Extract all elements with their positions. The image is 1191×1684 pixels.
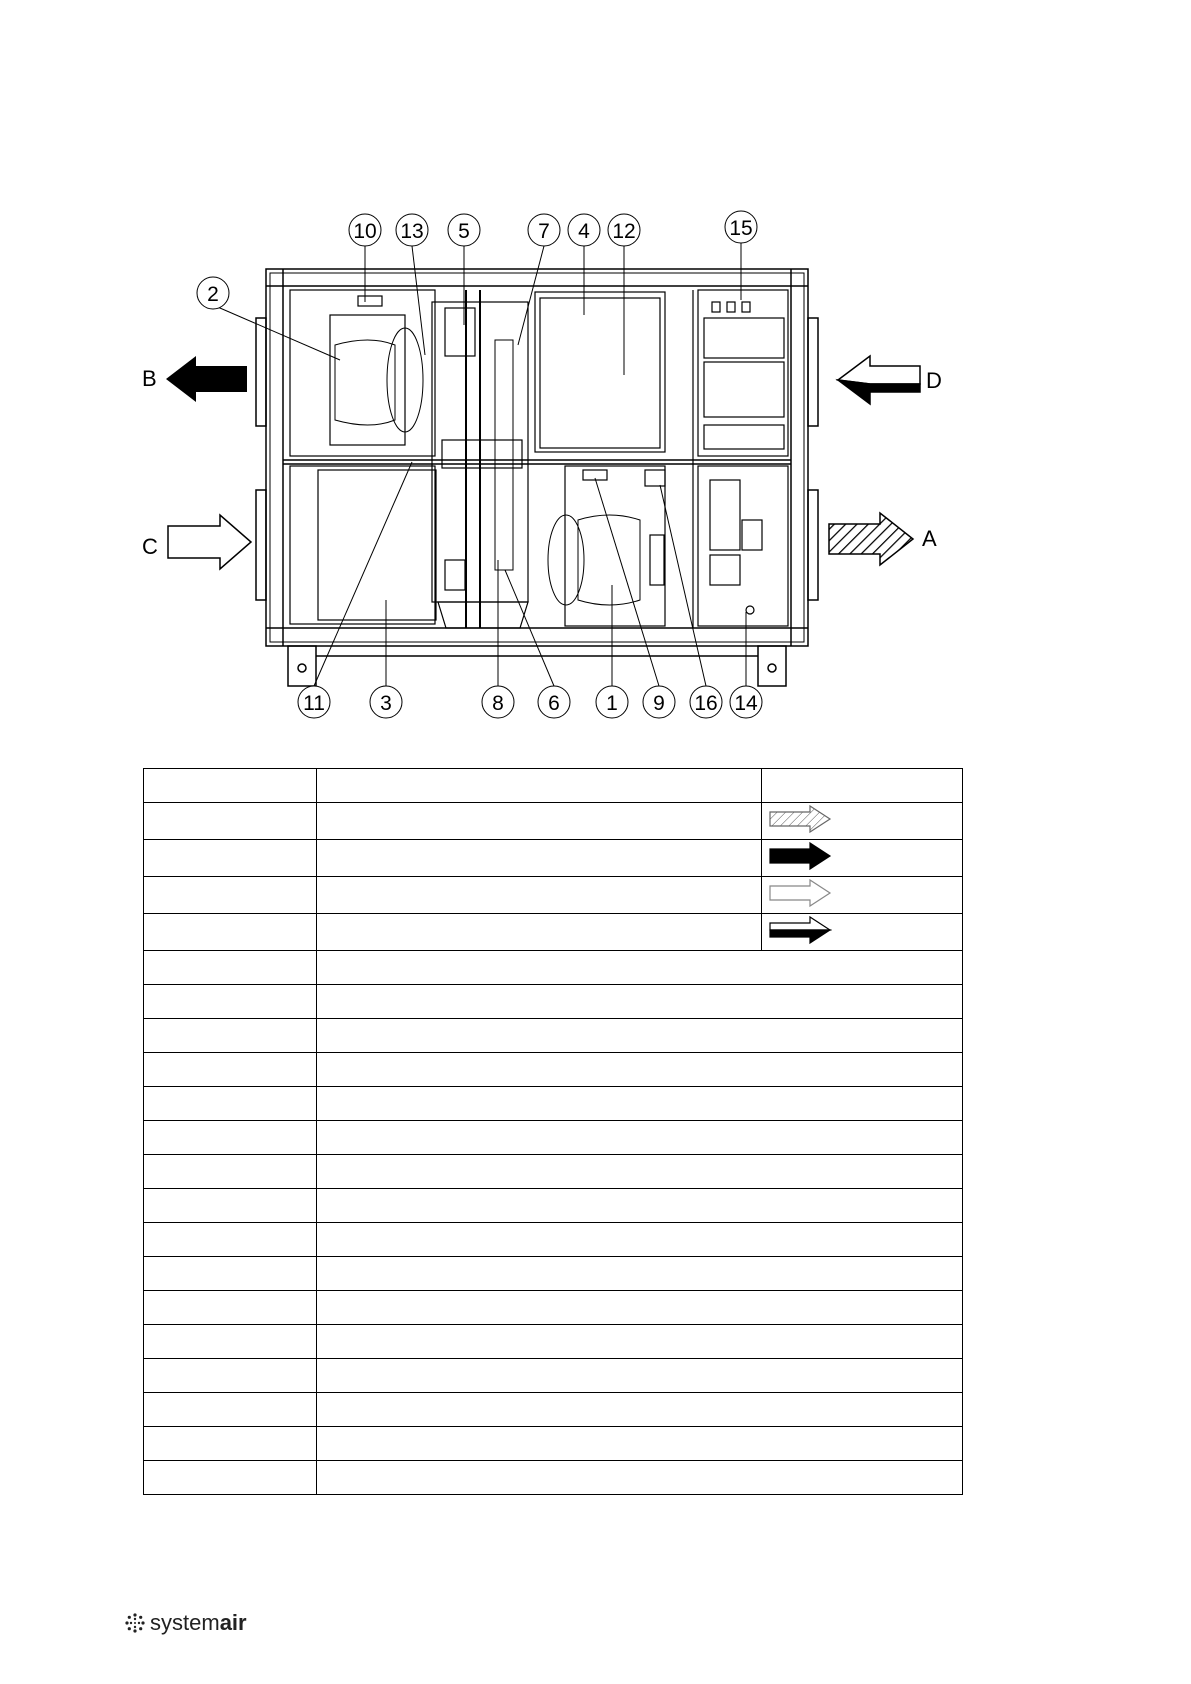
legend-table <box>143 768 963 1495</box>
svg-text:1: 1 <box>606 692 618 715</box>
legend-code <box>144 840 317 877</box>
legend-code <box>144 1291 317 1325</box>
callout-8 <box>482 686 514 718</box>
legend-header-description <box>317 769 762 803</box>
svg-text:2: 2 <box>207 283 219 306</box>
callout-3 <box>370 686 402 718</box>
callout-16 <box>690 686 722 718</box>
callout-9 <box>643 686 675 718</box>
legend-row <box>144 1427 963 1461</box>
legend-code <box>144 1189 317 1223</box>
legend-description <box>317 1019 963 1053</box>
legend-description <box>317 951 963 985</box>
legend-description <box>317 1257 963 1291</box>
side-label-c: C <box>142 534 158 559</box>
svg-text:11: 11 <box>303 692 325 715</box>
svg-text:15: 15 <box>729 217 753 240</box>
svg-text:13: 13 <box>400 220 424 243</box>
legend-symbol <box>762 914 963 951</box>
legend-description <box>317 1325 963 1359</box>
callout-10 <box>349 214 381 246</box>
legend-description <box>317 1121 963 1155</box>
legend-code <box>144 803 317 840</box>
side-label-d: D <box>926 368 942 393</box>
legend-row <box>144 951 963 985</box>
side-label-a: A <box>922 526 937 551</box>
side-label-b: B <box>142 366 157 391</box>
legend-arrow-row <box>144 914 963 951</box>
legend-row <box>144 1189 963 1223</box>
logo-wordmark: systemair <box>150 1610 247 1635</box>
hatched-arrow-icon <box>768 804 832 834</box>
legend-code <box>144 1121 317 1155</box>
callout-6 <box>538 686 570 718</box>
arrow-c-icon <box>168 515 251 569</box>
legend-symbol <box>762 803 963 840</box>
legend-code <box>144 877 317 914</box>
legend-description <box>317 1359 963 1393</box>
svg-text:4: 4 <box>578 220 590 243</box>
legend-header-symbol <box>762 769 963 803</box>
legend-code <box>144 1019 317 1053</box>
legend-description <box>317 1189 963 1223</box>
svg-text:9: 9 <box>653 692 665 715</box>
legend-code <box>144 914 317 951</box>
legend-code <box>144 985 317 1019</box>
black-arrow-icon <box>768 841 832 871</box>
legend-description <box>317 1155 963 1189</box>
legend-row <box>144 1053 963 1087</box>
arrow-b-icon <box>166 356 247 402</box>
legend-row <box>144 1019 963 1053</box>
systemair-logo-icon <box>124 1612 146 1634</box>
legend-description <box>317 840 762 877</box>
callout-14 <box>730 686 762 718</box>
legend-code <box>144 1087 317 1121</box>
legend-description <box>317 877 762 914</box>
callout-11 <box>298 686 330 718</box>
legend-row <box>144 1359 963 1393</box>
legend-code <box>144 1427 317 1461</box>
legend-row <box>144 1325 963 1359</box>
legend-description <box>317 1053 963 1087</box>
legend-header-code <box>144 769 317 803</box>
legend-row <box>144 1155 963 1189</box>
callout-2 <box>197 277 229 309</box>
legend-row <box>144 1393 963 1427</box>
legend-arrow-row <box>144 877 963 914</box>
callout-7 <box>528 214 560 246</box>
legend-description <box>317 1223 963 1257</box>
callout-13 <box>396 214 428 246</box>
legend-description <box>317 1461 963 1495</box>
legend-code <box>144 951 317 985</box>
legend-description <box>317 1087 963 1121</box>
legend-code <box>144 1053 317 1087</box>
svg-text:16: 16 <box>694 692 718 715</box>
legend-description <box>317 1427 963 1461</box>
systemair-logo <box>124 1610 247 1636</box>
white-arrow-icon <box>768 878 832 908</box>
black-white-arrow-icon <box>768 915 832 945</box>
legend-code <box>144 1325 317 1359</box>
arrow-a-icon <box>829 513 913 565</box>
unit-diagram <box>0 0 1191 730</box>
legend-header-row <box>144 769 963 803</box>
svg-text:7: 7 <box>538 220 550 243</box>
legend-description <box>317 803 762 840</box>
callout-5 <box>448 214 480 246</box>
legend-code <box>144 1257 317 1291</box>
callout-1 <box>596 686 628 718</box>
callout-4 <box>568 214 600 246</box>
legend-row <box>144 1291 963 1325</box>
callout-12 <box>608 214 640 246</box>
svg-text:10: 10 <box>353 220 377 243</box>
svg-text:5: 5 <box>458 220 470 243</box>
legend-row <box>144 1121 963 1155</box>
svg-text:3: 3 <box>380 692 392 715</box>
callout-15 <box>725 211 757 243</box>
legend-symbol <box>762 840 963 877</box>
legend-arrow-row <box>144 840 963 877</box>
legend-description <box>317 1291 963 1325</box>
legend-row <box>144 1087 963 1121</box>
legend-code <box>144 1359 317 1393</box>
svg-text:6: 6 <box>548 692 560 715</box>
arrow-d-icon <box>838 356 920 404</box>
svg-text:14: 14 <box>734 692 758 715</box>
compartments <box>290 290 788 628</box>
legend-description <box>317 914 762 951</box>
legend-symbol <box>762 877 963 914</box>
svg-text:12: 12 <box>612 220 636 243</box>
legend-row <box>144 1461 963 1495</box>
legend-row <box>144 1257 963 1291</box>
legend-row <box>144 1223 963 1257</box>
svg-text:8: 8 <box>492 692 504 715</box>
legend-code <box>144 1155 317 1189</box>
legend-description <box>317 985 963 1019</box>
legend-row <box>144 985 963 1019</box>
legend-code <box>144 1461 317 1495</box>
legend-code <box>144 1223 317 1257</box>
legend-arrow-row <box>144 803 963 840</box>
legend-description <box>317 1393 963 1427</box>
legend-code <box>144 1393 317 1427</box>
